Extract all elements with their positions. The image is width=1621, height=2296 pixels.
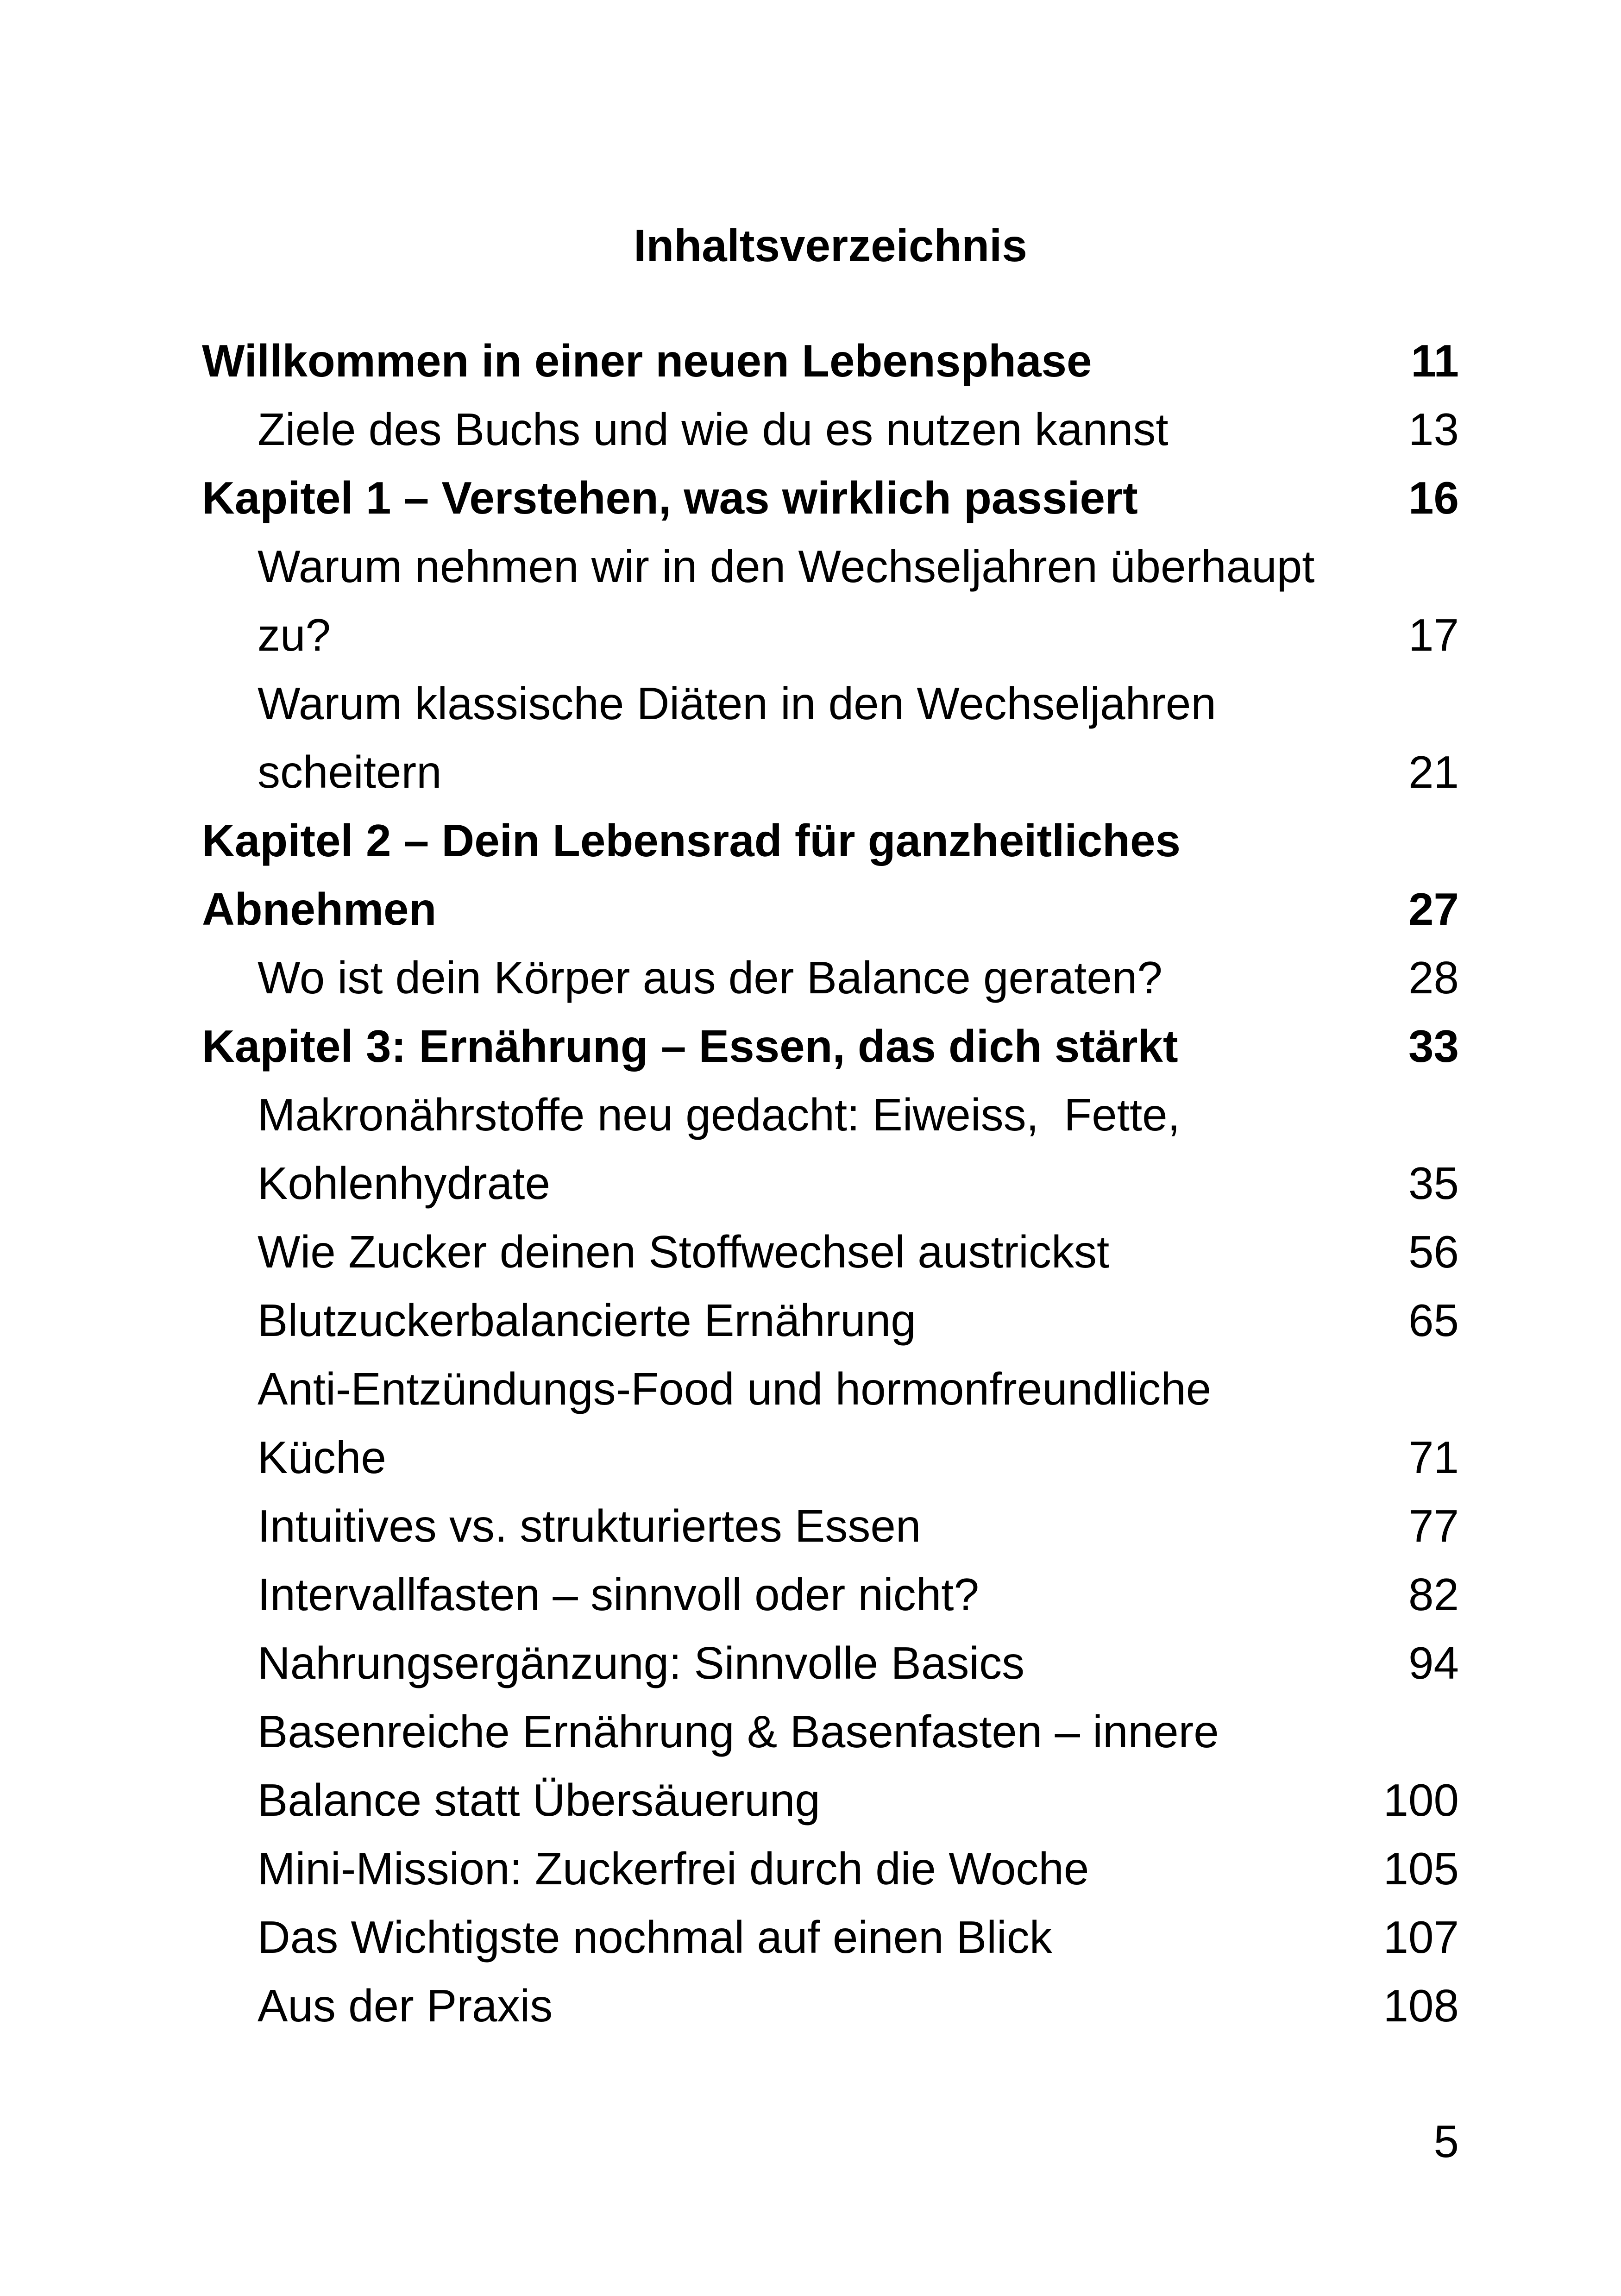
toc-entry-title <box>202 1971 1355 2040</box>
toc-entry <box>202 1903 1459 1971</box>
toc-entry <box>202 943 1459 1012</box>
toc-entry <box>202 1217 1459 1286</box>
folio-page-number: 5 <box>1433 2116 1459 2167</box>
toc-entry-title <box>202 1355 1381 1492</box>
toc-entry-line: Warum klassische Diäten in den Wechseljahren <box>258 678 1216 729</box>
toc-entry <box>202 1560 1459 1629</box>
toc-entry-page-number: 27 <box>1408 884 1459 935</box>
toc-entry-title <box>202 1560 1381 1629</box>
toc-entry-page-number: 17 <box>1408 609 1459 660</box>
toc-entry-title <box>202 1697 1355 1834</box>
toc-entry-line: Aus der Praxis <box>258 1980 553 2031</box>
toc-entry <box>202 1355 1459 1492</box>
toc-entry-page-number: 77 <box>1408 1500 1459 1551</box>
toc-entry-title <box>202 1629 1381 1697</box>
toc-entry-title <box>202 464 1381 532</box>
toc-entry-line: Ziele des Buchs und wie du es nutzen kannst <box>258 404 1169 455</box>
toc-entry-line: Intervallfasten – sinnvoll oder nicht? <box>258 1569 979 1620</box>
toc-entry-page-number: 82 <box>1408 1569 1459 1620</box>
toc-entry-line: Wo ist dein Körper aus der Balance geraten? <box>258 952 1162 1003</box>
toc-entry <box>202 806 1459 943</box>
toc-entry-title <box>202 1492 1381 1560</box>
toc-entry <box>202 1971 1459 2040</box>
toc-entry-title <box>202 326 1383 395</box>
toc-list <box>202 326 1459 2040</box>
toc-entry <box>202 464 1459 532</box>
toc-entry-title <box>202 1903 1355 1971</box>
toc-entry-title <box>202 669 1381 806</box>
toc-entry <box>202 326 1459 395</box>
toc-entry <box>202 1080 1459 1217</box>
toc-entry-title <box>202 806 1381 943</box>
toc-entry-line: Blutzuckerbalancierte Ernährung <box>258 1295 916 1346</box>
toc-entry-page-number: 16 <box>1408 472 1459 523</box>
toc-entry-page-number: 108 <box>1383 1980 1459 2031</box>
toc-entry-line: Mini-Mission: Zuckerfrei durch die Woche <box>258 1843 1089 1894</box>
toc-entry-title <box>202 1080 1381 1217</box>
toc-entry-line: Abnehmen <box>202 884 437 935</box>
toc-entry <box>202 532 1459 669</box>
toc-entry-line: Willkommen in einer neuen Lebensphase <box>202 335 1092 386</box>
toc-entry-line: Makronährstoffe neu gedacht: Eiweiss, Fette, <box>258 1089 1180 1140</box>
toc-entry <box>202 395 1459 464</box>
toc-entry <box>202 1012 1459 1080</box>
toc-entry-title <box>202 943 1381 1012</box>
toc-entry-line: Küche <box>258 1432 386 1483</box>
toc-entry-page-number: 11 <box>1411 335 1459 386</box>
toc-entry <box>202 1834 1459 1903</box>
toc-entry-page-number: 28 <box>1408 952 1459 1003</box>
toc-entry-page-number: 13 <box>1408 404 1459 455</box>
toc-entry <box>202 1697 1459 1834</box>
toc-entry-page-number: 35 <box>1408 1158 1459 1209</box>
toc-entry-line: Kapitel 2 – Dein Lebensrad für ganzheitliches <box>202 815 1181 866</box>
toc-entry-page-number: 71 <box>1408 1432 1459 1483</box>
toc-entry <box>202 1286 1459 1355</box>
toc-entry-line: Warum nehmen wir in den Wechseljahren überhaupt <box>258 541 1315 592</box>
toc-entry-title <box>202 532 1381 669</box>
toc-entry <box>202 669 1459 806</box>
toc-entry-page-number: 105 <box>1383 1843 1459 1894</box>
toc-entry <box>202 1629 1459 1697</box>
toc-entry-line: Nahrungsergänzung: Sinnvolle Basics <box>258 1637 1025 1688</box>
toc-entry-title <box>202 1217 1381 1286</box>
toc-entry-line: Balance statt Übersäuerung <box>258 1775 820 1826</box>
toc-entry-line: Basenreiche Ernährung & Basenfasten – innere <box>258 1706 1219 1757</box>
toc-entry-line: Wie Zucker deinen Stoffwechsel austrickst <box>258 1226 1110 1277</box>
toc-entry-page-number: 65 <box>1408 1295 1459 1346</box>
toc-entry-line: zu? <box>258 609 331 660</box>
toc-entry-line: Kapitel 1 – Verstehen, was wirklich passiert <box>202 472 1138 523</box>
toc-entry-line: Kapitel 3: Ernährung – Essen, das dich stärkt <box>202 1021 1178 1072</box>
toc-entry-title <box>202 1012 1381 1080</box>
toc-entry-line: Anti-Entzündungs-Food und hormonfreundliche <box>258 1363 1212 1414</box>
toc-entry-line: Kohlenhydrate <box>258 1158 551 1209</box>
toc-entry-line: Das Wichtigste nochmal auf einen Blick <box>258 1912 1052 1963</box>
toc-entry-page-number: 100 <box>1383 1775 1459 1826</box>
toc-entry-line: Intuitives vs. strukturiertes Essen <box>258 1500 921 1551</box>
toc-entry-page-number: 56 <box>1408 1226 1459 1277</box>
toc-entry-page-number: 21 <box>1408 747 1459 797</box>
toc-entry <box>202 1492 1459 1560</box>
toc-entry-page-number: 94 <box>1408 1637 1459 1688</box>
toc-entry-title <box>202 1834 1355 1903</box>
toc-entry-line: scheitern <box>258 747 442 797</box>
page-title: Inhaltsverzeichnis <box>634 220 1027 271</box>
toc-entry-page-number: 107 <box>1383 1912 1459 1963</box>
toc-entry-title <box>202 395 1381 464</box>
toc-entry-page-number: 33 <box>1408 1021 1459 1072</box>
toc-entry-title <box>202 1286 1381 1355</box>
